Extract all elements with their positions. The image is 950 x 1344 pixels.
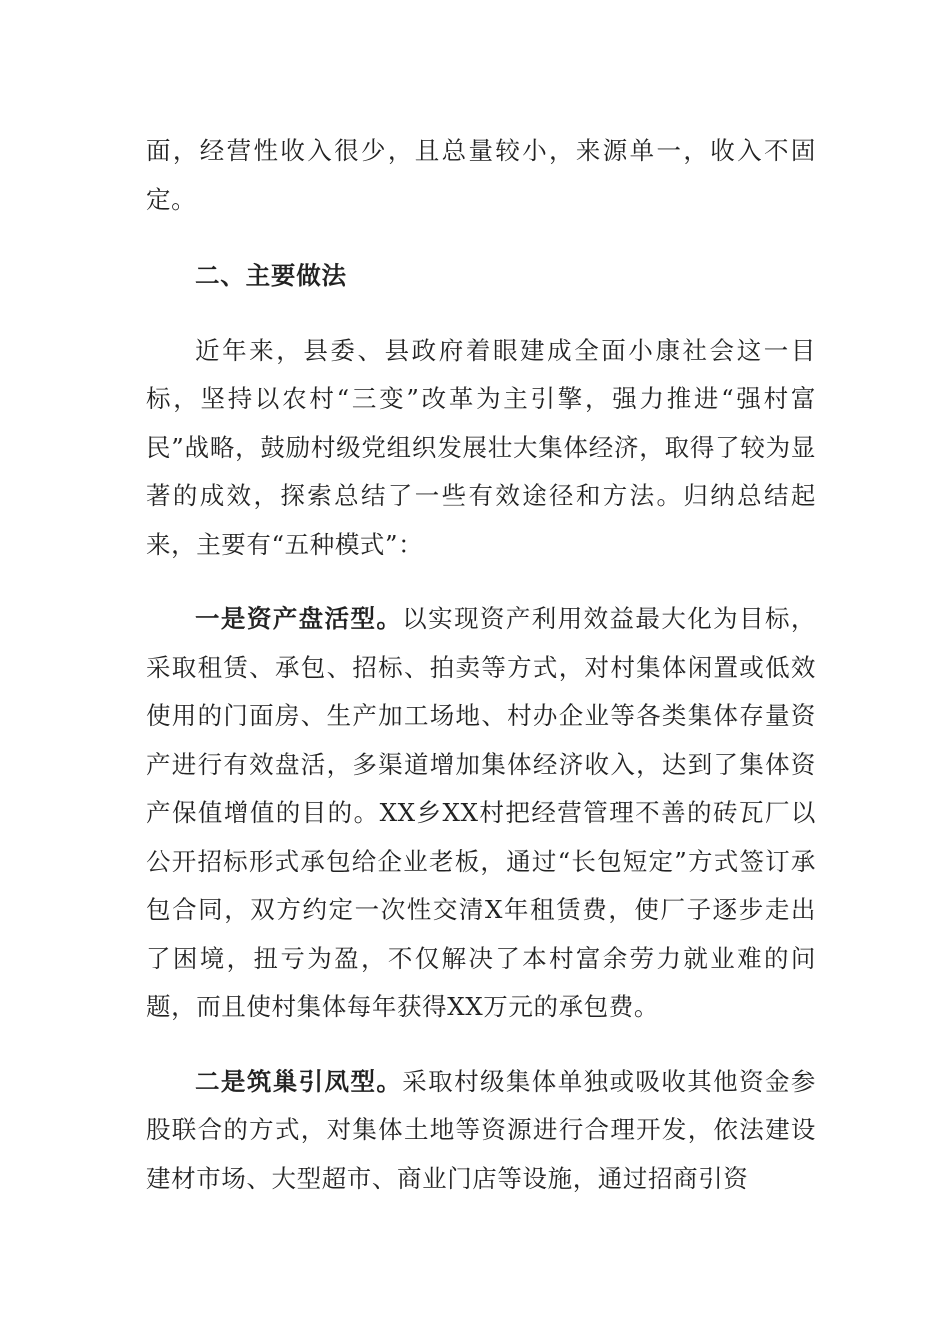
paragraph-intro: 近年来，县委、县政府着眼建成全面小康社会这一目标，坚持以农村“三变”改革为主引擎，强力推进“强村富民”战略，鼓励村级党组织发展壮大集体经济，取得了较为显著的成效，探索总结了一些有效途径和方法。归纳总结起来，主要有“五种模式”： <box>146 335 816 559</box>
paragraph-mode-2 <box>146 1058 816 1204</box>
section-heading: 二、主要做法 <box>195 261 347 290</box>
mode-2-body: 采取村级集体单独或吸收其他资金参股联合的方式，对集体土地等资源进行合理开发，依法建设建材市场、大型超市、商业门店等设施，通过招商引资 <box>146 1066 816 1193</box>
mode-2-lead: 二是筑巢引凤型。 <box>195 1066 403 1096</box>
mode-1-body: 以实现资产利用效益最大化为目标，采取租赁、承包、招标、拍卖等方式，对村集体闲置或低效使用的门面房、生产加工场地、村办企业等各类集体存量资产进行有效盘活，多渠道增加集体经济收入，达到了集体资产保值增值的目的。XX乡XX村把经营管理不善的砖瓦厂以公开招标形式承包给企业老板，通过“长包短定”方式签订承包合同，双方约定一次性交清X年租赁费，使厂子逐步走出了困境，扭亏为盈，不仅解决了本村富余劳力就业难的问题，而且使村集体每年获得XX万元的承包费。 <box>146 604 816 1021</box>
paragraph-continued: 面，经营性收入很少，且总量较小，来源单一，收入不固定。 <box>146 136 816 214</box>
document-body <box>146 127 816 1203</box>
mode-1-lead: 一是资产盘活型。 <box>195 604 403 633</box>
paragraph-mode-1 <box>146 595 816 1032</box>
